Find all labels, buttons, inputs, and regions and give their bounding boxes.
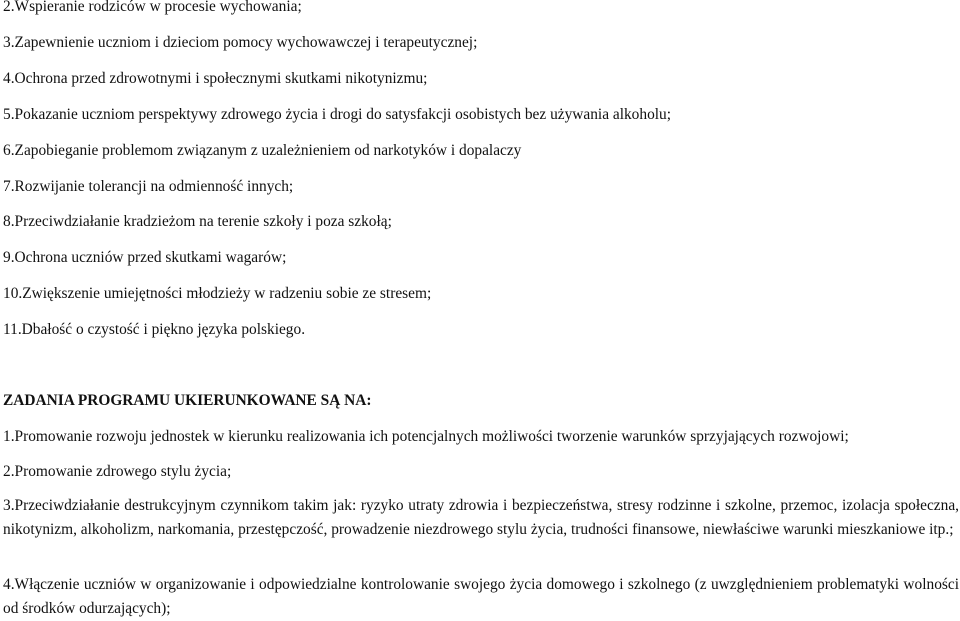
list-item: 10.Zwiększenie umiejętności młodzieży w radzeniu sobie ze stresem;: [3, 285, 432, 302]
section-heading: ZADANIA PROGRAMU UKIERUNKOWANE SĄ NA:: [3, 392, 372, 409]
task-item: 4.Włączenie uczniów w organizowanie i odpowiedzialne kontrolowanie swojego życia domowego i szkolnego (z uwzględnieniem problematyki wolności od środków odurzających);: [3, 576, 959, 617]
list-item: 2.Wspieranie rodziców w procesie wychowania;: [3, 0, 302, 15]
task-item: 3.Przeciwdziałanie destrukcyjnym czynnikom takim jak: ryzyko utraty zdrowia i bezpieczeństwa, stresy rodzinne i szkolne, przemoc, izolacja społeczna, nikotynizm, alkoholizm, narkomania, przestępczość, prowadzenie niezdrowego stylu życia, trudności finansowe, niewłaściwe warunki mieszkaniowe itp.;: [3, 497, 959, 538]
list-item: 4.Ochrona przed zdrowotnymi i społecznymi skutkami nikotynizmu;: [3, 70, 428, 87]
list-item: 6.Zapobieganie problemom związanym z uzależnieniem od narkotyków i dopalaczy: [3, 142, 522, 159]
list-item: 7.Rozwijanie tolerancji na odmienność innych;: [3, 178, 294, 195]
list-item: 5.Pokazanie uczniom perspektywy zdrowego życia i drogi do satysfakcji osobistych bez używania alkoholu;: [3, 106, 672, 123]
task-item: 2.Promowanie zdrowego stylu życia;: [3, 463, 232, 480]
task-item: 1.Promowanie rozwoju jednostek w kierunku realizowania ich potencjalnych możliwości tworzenie warunków sprzyjających rozwojowi;: [3, 428, 849, 445]
list-item: 9.Ochrona uczniów przed skutkami wagarów;: [3, 249, 287, 266]
list-item: 8.Przeciwdziałanie kradzieżom na terenie szkoły i poza szkołą;: [3, 213, 392, 230]
list-item: 3.Zapewnienie uczniom i dzieciom pomocy wychowawczej i terapeutycznej;: [3, 34, 478, 51]
list-item: 11.Dbałość o czystość i piękno języka polskiego.: [3, 321, 306, 338]
